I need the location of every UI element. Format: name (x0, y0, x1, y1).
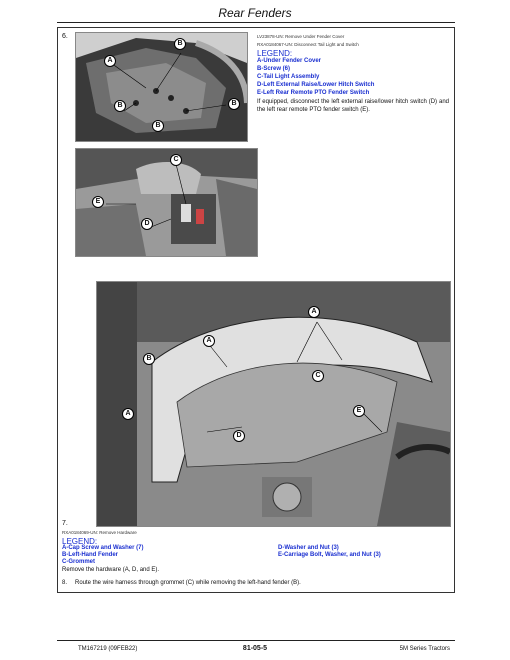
step-6-number: 6. (62, 33, 68, 40)
callout-d: D (141, 218, 153, 230)
callout-b: B (114, 100, 126, 112)
legend-item: B-Left-Hand Fender (62, 552, 118, 558)
header-divider (57, 22, 455, 23)
callout-b: B (228, 98, 240, 110)
footer-doc-id: TM167219 (09FEB22) (78, 646, 138, 652)
callout-c: C (170, 154, 182, 166)
callout-a: A (308, 306, 320, 318)
legend-item: C-Tail Light Assembly (257, 74, 320, 80)
footer-divider (57, 640, 455, 641)
callout-d: D (233, 430, 245, 442)
callout-a: A (104, 55, 116, 67)
legend-item: A-Under Fender Cover (257, 58, 322, 64)
legend-item: D-Left External Raise/Lower Hitch Switch (257, 82, 375, 88)
step-8-number: 8. (62, 580, 68, 586)
instruction-text: Remove the hardware (A, D, and E). (62, 567, 160, 573)
legend-title: LEGEND: (257, 49, 293, 58)
legend-item: A-Cap Screw and Washer (7) (62, 545, 144, 551)
callout-e: E (353, 405, 365, 417)
figure-ref: RXA0184067-UN: Disconnect Tail Light and Switch (257, 42, 359, 47)
callout-c: C (312, 370, 324, 382)
legend-item: E-Left Rear Remote PTO Fender Switch (257, 90, 370, 96)
callout-a: A (122, 408, 134, 420)
page-title: Rear Fenders (218, 6, 292, 20)
step-7-number: 7. (62, 520, 68, 527)
instruction-text: Route the wire harness through grommet (C) while removing the left-hand fender (B). (75, 580, 301, 586)
legend-item: B-Screw (6) (257, 66, 291, 72)
figure-ref: RXA0184069-UN: Remove Hardware (62, 530, 137, 535)
footer-product: 5M Series Tractors (399, 646, 450, 652)
callout-e: E (92, 196, 104, 208)
legend-item: D-Washer and Nut (3) (278, 545, 339, 551)
callout-b: B (143, 353, 155, 365)
callout-a: A (203, 335, 215, 347)
legend-title: LEGEND: (62, 537, 98, 546)
legend-item: E-Carriage Bolt, Washer, and Nut (3) (278, 552, 381, 558)
legend-item: C-Grommet (62, 559, 96, 565)
photo-left-hand-fender (96, 281, 451, 527)
instruction-text: If equipped, disconnect the left external raise/lower hitch switch (D) and the left rear remote PTO fender switch (E). (257, 99, 449, 113)
figure-ref: LV23878-UN: Remove Under Fender Cover (257, 34, 345, 39)
footer-page-number: 81-05-5 (242, 645, 268, 652)
callout-b: B (152, 120, 164, 132)
callout-b: B (174, 38, 186, 50)
